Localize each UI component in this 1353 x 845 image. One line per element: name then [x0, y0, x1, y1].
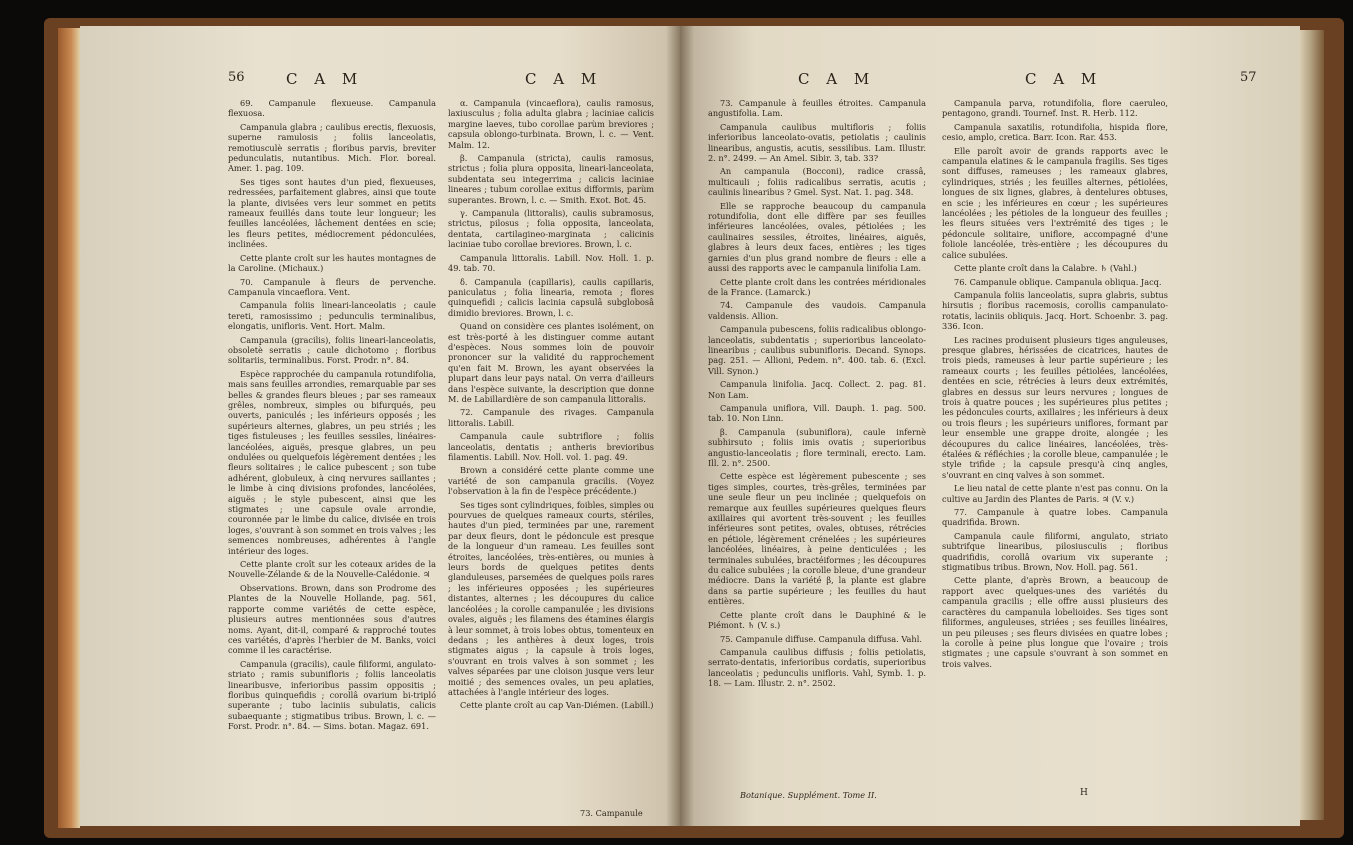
- paragraph: Cette plante croît au cap Van-Diémen. (Labill.): [460, 700, 654, 711]
- paragraph: Campanula glabra ; caulibus erectis, flexuosis, superne ramulosis ; foliis lanceolatis, remotiusculè serratis ; floribus parvis, breviter pedunculatis, nutantibus. Mich. Flor. boreal. Amer. 1. pag. 109.: [228, 121, 436, 174]
- paragraph: Campanula parva, rotundifolia, flore caeruleo, pentagono, grandi. Tournef. Inst. R. Herb. 112.: [942, 98, 1168, 119]
- paragraph: Elle se rapproche beaucoup du campanula rotundifolia, dont elle diffère par ses feuilles inférieures lancéolées, ovales, pétiolées ; les caulinaires sessiles, étroites, linéaires, aiguës, glabres à leurs deux faces, entières ; les tiges garnies d'un plus grand nombre de fleurs : elle a aussi des rapports avec le campanula linifolia Lam.: [708, 200, 926, 274]
- running-head: C A M: [1025, 70, 1103, 88]
- page-number: 56: [228, 70, 245, 85]
- paragraph: Observations. Brown, dans son Prodrome des Plantes de la Nouvelle Hollande, pag. 561, rapporte comme variétés de cette espèce, plusieurs autres mentionnées sous d'autres noms. Ayant, dit-il, comparé & rapproché toutes ces variétés, d'après l'herbier de M. Banks, voici comme il les caractérise.: [228, 582, 436, 656]
- paragraph: Campanula caulibus diffusis ; foliis petiolatis, serrato-dentatis, inferioribus cordatis, superioribus lanceolatis ; pedunculis unifloris. Vahl, Symb. 1. p. 18. — Lam. Illustr. 2. n°. 2502.: [708, 646, 926, 689]
- paragraph: Brown a considéré cette plante comme une variété de son campanula gracilis. (Voyez l'observation à la fin de l'espèce précédente.): [448, 465, 654, 497]
- footer-title: Botanique. Supplément. Tome II.: [740, 790, 877, 800]
- paragraph: Elle paroît avoir de grands rapports avec le campanula elatines & le campanula fragilis. Ses tiges sont diffuses, rameuses ; les rameaux glabres, cylindriques, striés ; les feuilles alternes, pétiolées, longues de six lignes, glabres, à dentelures obtuses, en scie ; les inférieures en cœur ; les supérieures lancéolées ; les pétioles de la longueur des feuilles ; les fleurs situées vers l'extrémité des tiges ; le pédoncule solitaire, uniflore, accompagné d'une foliole lancéolée, très-entière ; les découpures du calice subulées.: [942, 145, 1168, 260]
- paragraph: Ses tiges sont cylindriques, foibles, simples ou pourvues de quelques rameaux courts, stériles, hautes d'un pied, terminées par une, rarement par deux fleurs, dont le pédoncule est presque de la longueur d'un rameau. Les feuilles sont étroites, lancéolées, très-entières, ou munies à leurs bords de quelques petites dents glanduleuses, parsemées de quelques poils rares ; les inférieures opposées ; les supérieures distantes, alternes ; les découpures du calice lancéolées ; la corolle campanulée ; les divisions ovales, aiguës ; les filamens des étamines élargis à leur sommet, à trois lobes obtus, tomenteux en dedans ; les anthères à deux loges, trois stigmates aigus ; la capsule à trois loges, s'ouvrant en trois valves à son sommet ; les valves séparées par une cloison jusque vers leur moitié ; des semences ovales, un peu aplaties, attachées à l'angle intérieur des loges.: [448, 499, 654, 697]
- paragraph: Les racines produisent plusieurs tiges anguleuses, presque glabres, hérissées de cicatrices, hautes de trois pieds, rameuses à leur partie supérieure ; les rameaux courts ; les feuilles pétiolées, lancéolées, dentées en scie, rétrécies à leurs deux extrémités, glabres en dessus sur leurs nervures ; longues de trois à quatre pouces ; les supérieures plus petites ; les pédoncules courts, axillaires ; les inférieurs à deux ou trois fleurs ; les supérieurs uniflores, formant par leur ensemble une grappe droite, alongée ; les découpures du calice linéaires, lancéolées, très-étalées & réfléchies ; la corolle bleue, campanulée ; le style trifide ; la capsule presqu'à cinq angles, s'ouvrant en cinq valves à son sommet.: [942, 334, 1168, 480]
- catchword: 73. Campanule: [580, 808, 643, 818]
- paragraph: Cette plante croît dans les contrées méridionales de la France. (Lamarck.): [708, 276, 926, 297]
- paragraph: 70. Campanule à fleurs de pervenche. Campanula vincaeflora. Vent.: [228, 276, 436, 297]
- paragraph: Cette plante, d'après Brown, a beaucoup de rapport avec quelques-unes des variétés du campanula gracilis ; elle offre aussi plusieurs des caractères du campanula lobelioides. Ses tiges sont filiformes, anguleuses, striées ; ses feuilles linéaires, un peu pileuses ; ses fleurs divisées en quatre lobes ; la corolle à peine plus longue que l'ovaire ; trois stigmates ; une capsule s'ouvrant à son sommet en trois valves.: [942, 575, 1168, 669]
- paragraph: Campanula (gracilis), caule filiformi, angulato-striato ; ramis subunifloris ; foliis lanceolatis linearibusve, inferioribus passim oppositis ; floribus quinquefidis ; corollâ ovarium bi-tripló superante ; tubo laciniis subulatis, calicis subaequante ; stigmatibus tribus. Brown, l. c. — Forst. Prodr. n°. 84. — Sims. botan. Magaz. 691.: [228, 658, 436, 732]
- paragraph: Cette espèce est légèrement pubescente ; ses tiges simples, courtes, très-grêles, terminées par une seule fleur un peu inclinée ; quelquefois on remarque aux feuilles supérieures quelques fleurs axillaires qui avortent très-souvent ; les feuilles inférieures sont petites, ovales, obtuses, rétrécies en pétiole, légèrement crénelées ; les supérieures lancéolées, linéaires, à peine denticulées ; les terminales subulées, bractéiformes ; les découpures du calice subulées ; la corolle bleue, d'une grandeur médiocre. Dans la variété β, la plante est glabre dans sa partie supérieure ; les feuilles du haut entières.: [708, 471, 926, 607]
- paragraph: β. Campanula (stricta), caulis ramosus, strictus ; folia plura opposita, lineari-lanceolata, subdentata seu integerrima ; calicis laciniae lineares ; tubum corollae exitus difformis, parùm superantes. Brown, l. c. — Smith. Exot. Bot. 45.: [448, 153, 654, 205]
- signature-mark: H: [1080, 788, 1088, 798]
- paragraph: 69. Campanule flexueuse. Campanula flexuosa.: [228, 98, 436, 119]
- paragraph: Campanula littoralis. Labill. Nov. Holl. 1. p. 49. tab. 70.: [448, 252, 654, 274]
- paragraph: Cette plante croît dans la Calabre. ♄ (Vahl.): [954, 263, 1137, 274]
- paragraph: Campanula foliis lanceolatis, supra glabris, subtus hirsutis ; floribus racemosis, corollis campanulato-rotatis, laciniis obliquis. Jacq. Hort. Schoenbr. 3. pag. 336. Icon.: [942, 289, 1168, 332]
- paragraph: Cette plante croît sur les coteaux arides de la Nouvelle-Zélande & de la Nouvelle-Calédonie. ♃: [228, 559, 436, 580]
- paragraph: Campanula pubescens, foliis radicalibus oblongo-lanceolatis, subdentatis ; superioribus lanceolato-linearibus ; caulibus subunifloris. Decand. Synops. pag. 251. — Allioni, Pedem. n°. 400. tab. 6. (Excl. Vill. Synon.): [708, 324, 926, 376]
- paragraph: Campanula caulibus multifloris ; foliis inferioribus lanceolato-ovatis, petiolatis ; caulinis linearibus, angustis, acutis, sessilibus. Lam. Illustr. 2. n°. 2499. — An Amel. Sibir. 3, tab. 33?: [708, 121, 926, 164]
- paragraph: Campanula saxatilis, rotundifolia, hispida flore, cesio, amplo, cretica. Barr. Icon. Rar. 453.: [942, 121, 1168, 143]
- book-gutter: [666, 26, 694, 826]
- paragraph: γ. Campanula (littoralis), caulis subramosus, strictus, pilosus ; folia opposita, lanceolata, dentata, cartilagineo-marginata ; calicinis laciniae tubo corollae breviores. Brown, l. c.: [448, 208, 654, 250]
- paragraph: Campanula (gracilis), foliis lineari-lanceolatis, obsoletè serratis ; caule dichotomo ; floribus solitariis, terminalibus. Forst. Prodr. n°. 84.: [228, 334, 436, 366]
- right-page: [680, 26, 1300, 826]
- paragraph: 77. Campanule à quatre lobes. Campanula quadrifida. Brown.: [942, 507, 1168, 528]
- paragraph: 74. Campanule des vaudois. Campanula valdensis. Allion.: [708, 300, 926, 321]
- page-edges-right: [1300, 30, 1324, 820]
- paragraph: 75. Campanule diffuse. Campanula diffusa. Vahl.: [720, 633, 922, 644]
- paragraph: Campanula uniflora, Vill. Dauph. 1. pag. 500. tab. 10. Non Linn.: [708, 402, 926, 424]
- paragraph: Campanula foliis lineari-lanceolatis ; caule tereti, ramosissimo ; pedunculis terminalibus, elongatis, unifloris. Vent. Hort. Malm.: [228, 300, 436, 332]
- paragraph: Le lieu natal de cette plante n'est pas connu. On la cultive au Jardin des Plantes de Paris. ♃ (V. v.): [942, 483, 1168, 504]
- paragraph: Cette plante croît dans le Dauphiné & le Piémont. ♄ (V. s.): [708, 609, 926, 631]
- running-head: C A M: [525, 70, 603, 88]
- paragraph: Campanula linifolia. Jacq. Collect. 2. pag. 81. Non Lam.: [708, 379, 926, 400]
- paragraph: An campanula (Bocconi), radice crassâ, multicauli ; foliis radicalibus serratis, acutis ; caulinis linearibus ? Gmel. Syst. Nat. 1. pag. 348.: [708, 166, 926, 198]
- paragraph: 76. Campanule oblique. Campanula obliqua. Jacq.: [954, 276, 1162, 287]
- paragraph: Quand on considère ces plantes isolément, on est très-porté à les distinguer comme autant d'espèces. Nous sommes loin de pouvoir prononcer sur la validité du rapprochement qu'en fait M. Brown, les ayant observées la plupart dans leur pays natal. On verra d'ailleurs dans l'espèce suivante, la description que donne M. de Labillardière de son campanula littoralis.: [448, 321, 654, 404]
- paragraph: Campanula caule filiformi, angulato, striato subtrifque linearibus, pilosiusculis ; floribus quadrifidis, corollâ ovarium vix superante ; stigmatibus tribus. Brown, Nov. Holl. pag. 561.: [942, 530, 1168, 573]
- paragraph: β. Campanula (subuniflora), caule infernè subhirsuto ; foliis imis ovatis ; superioribus angustio-lanceolatis ; flore terminali, erecto. Lam. Ill. 2. n°. 2500.: [708, 426, 926, 468]
- paragraph: Espèce rapprochée du campanula rotundifolia, mais sans feuilles arrondies, remarquable par ses belles & grandes fleurs bleues ; par ses rameaux grêles, nombreux, simples ou bifurqués, peu ouverts, paniculés ; les inférieurs opposés ; les supérieurs alternes, glabres, un peu striés ; les tiges fistuleuses ; les feuilles sessiles, linéaires-lancéolées, aiguës, presque glabres, un peu ondulées ou quelquefois légèrement dentées ; les fleurs solitaires ; le calice pubescent ; son tube adhérent, globuleux, à cinq nervures saillantes ; le limbe à cinq divisions profondes, lancéolées, aiguës ; le style pubescent, ainsi que les stigmates ; une capsule ovale arrondie, couronnée par le limbe du calice, divisée en trois loges, s'ouvrant à son sommet en trois valves ; les semences nombreuses, adhérentes à l'angle intérieur des loges.: [228, 368, 436, 556]
- paragraph: 73. Campanule à feuilles étroites. Campanula angustifolia. Lam.: [708, 98, 926, 119]
- page-number: 57: [1240, 70, 1257, 85]
- running-head: C A M: [798, 70, 876, 88]
- text-column-left: [228, 98, 436, 818]
- running-head: C A M: [286, 70, 364, 88]
- paragraph: δ. Campanula (capillaris), caulis capillaris, paniculatus ; folia linearia, remota ; flores quinquefidi ; calicis lacinia capsulâ subglobosâ dimidio breviores. Brown, l. c.: [448, 276, 654, 318]
- page-edges-left: [58, 28, 80, 828]
- left-page: [80, 26, 680, 826]
- paragraph: 72. Campanule des rivages. Campanula littoralis. Labill.: [448, 407, 654, 428]
- text-column-right: [448, 98, 654, 806]
- paragraph: α. Campanula (vincaeflora), caulis ramosus, laxiusculus ; folia adulta glabra ; laciniae calicis margine laeves, tubo corollae parùm breviores ; capsula oblongo-turbinata. Brown, l. c. — Vent. Malm. 12.: [448, 98, 654, 150]
- text-column-left: [708, 98, 926, 814]
- paragraph: Cette plante croît sur les hautes montagnes de la Caroline. (Michaux.): [228, 252, 436, 274]
- text-column-right: [942, 98, 1168, 798]
- paragraph: Ses tiges sont hautes d'un pied, flexueuses, redressées, parfaitement glabres, ainsi que toute la plante, divisées vers leur sommet en petits rameaux feuillés dans toute leur longueur; les feuilles lancéolées, lâchement dentées en scie; les fleurs petites, médiocrement pédonculées, inclinées.: [228, 176, 436, 250]
- paragraph: Campanula caule subtriflore ; foliis lanceolatis, dentatis ; antheris brevioribus filamentis. Labill. Nov. Holl. vol. 1. pag. 49.: [448, 431, 654, 462]
